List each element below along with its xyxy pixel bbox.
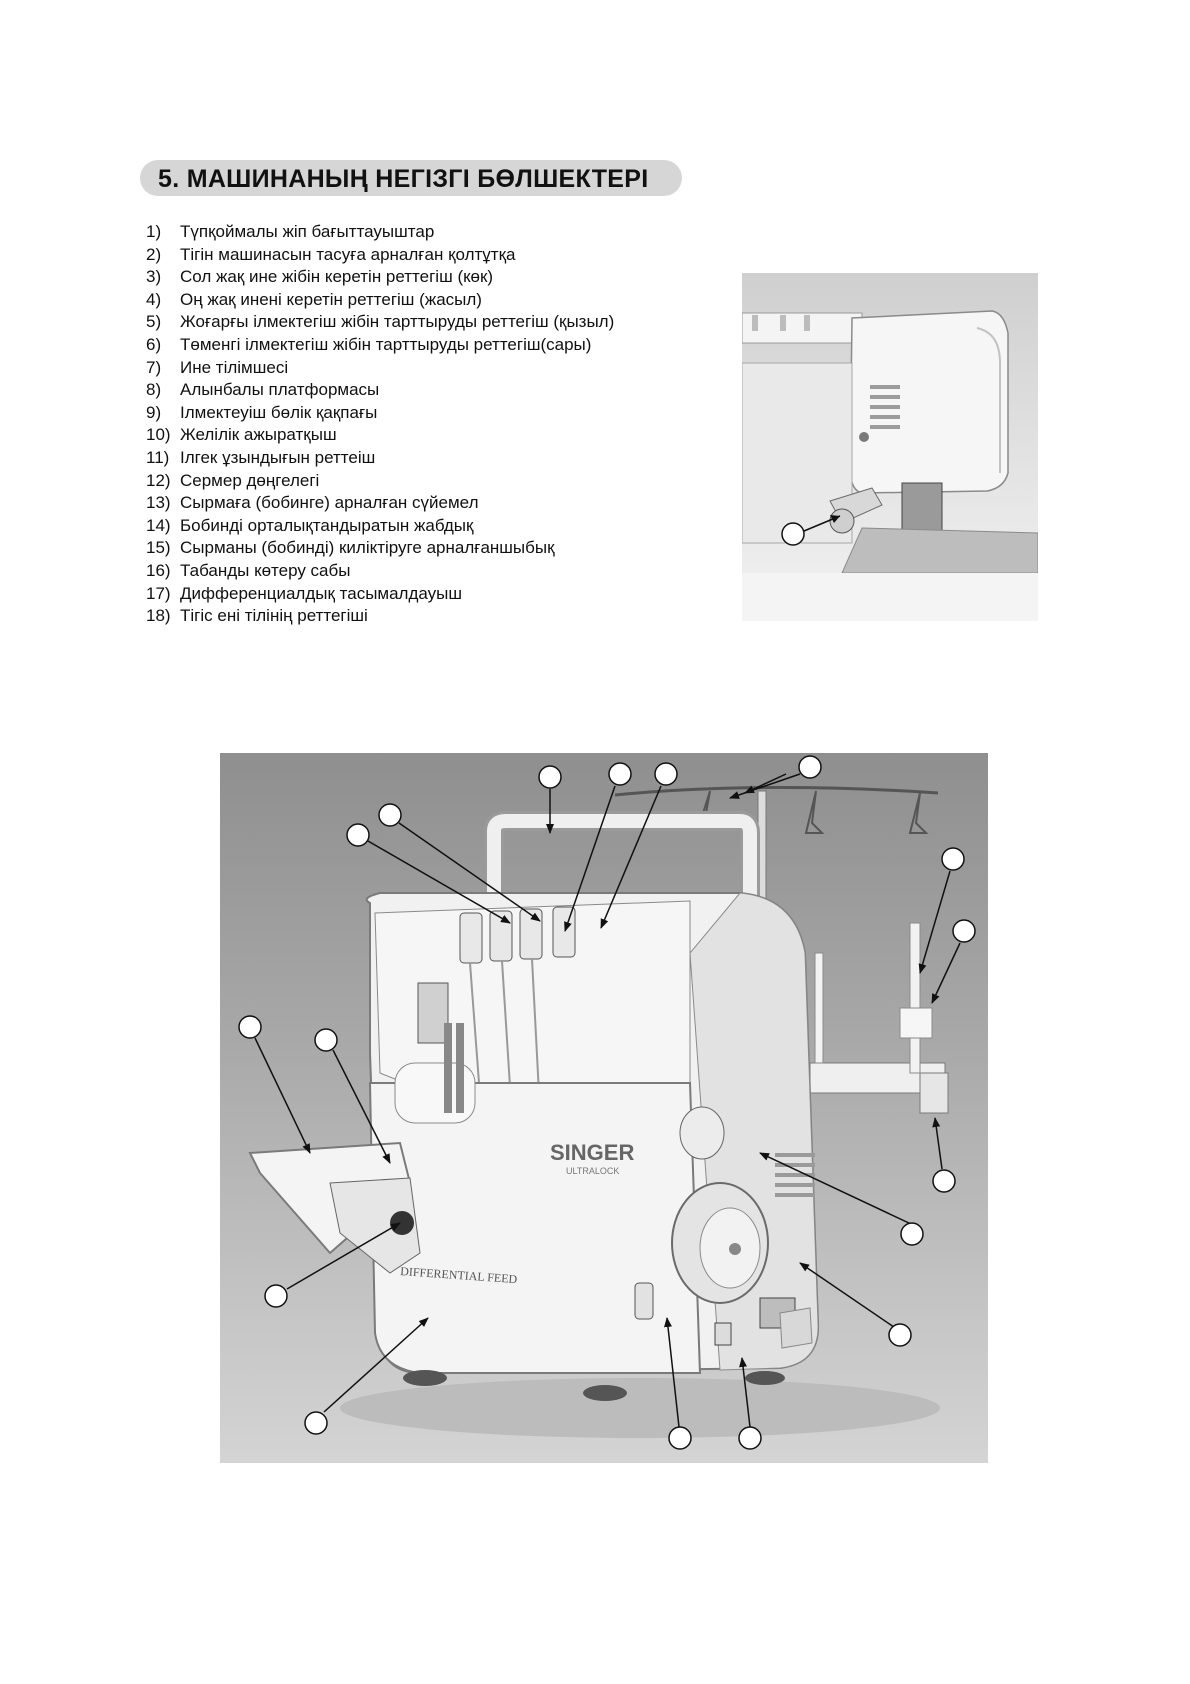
presser-foot-closeup-photo: [742, 273, 1038, 621]
list-item: [146, 402, 614, 425]
list-item: [146, 266, 614, 289]
list-item: [146, 289, 614, 312]
list-item: [146, 424, 614, 447]
list-item: [146, 447, 614, 470]
part-label: Сол жақ ине жібін керетін реттегіш (көк): [180, 267, 494, 287]
model-label: ULTRALOCK: [566, 1166, 620, 1176]
list-item: [146, 605, 614, 628]
closeup-illustration: [742, 273, 1038, 621]
parts-list: [146, 221, 614, 628]
part-number: 1): [146, 222, 162, 241]
feed-label: DIFFERENTIAL FEED: [399, 1264, 518, 1287]
part-number: 9): [146, 402, 162, 422]
page-title: 5. МАШИНАНЫҢ НЕГІЗГІ БӨЛШЕКТЕРІ: [158, 165, 649, 193]
list-item: [146, 379, 614, 402]
part-label: Ине тілімшесі: [180, 357, 289, 377]
machine-illustration: [220, 753, 988, 1463]
part-label: Тігін машинасын тасуға арналған қолтұтқа: [180, 244, 516, 264]
list-item: [146, 334, 614, 357]
part-number: 7): [146, 357, 162, 377]
part-number: 8): [146, 380, 162, 400]
part-label: Бобинді орталықтандыратын жабдық: [180, 515, 474, 535]
brand-label: SINGER: [550, 1140, 635, 1165]
part-label: Сермер дөңгелегі: [180, 470, 320, 490]
part-number: 17): [146, 583, 171, 603]
part-label: Ілмектеуіш бөлік қақпағы: [180, 402, 378, 422]
part-number: 14): [146, 515, 171, 535]
part-label: Алынбалы платформасы: [180, 380, 380, 400]
list-item: [146, 470, 614, 493]
part-number: 13): [146, 493, 171, 513]
part-label: Төменгі ілмектегіш жібін тарттыруды реттегіш(сары): [180, 334, 592, 354]
list-item: [146, 492, 614, 515]
part-label: Оң жақ инені керетін реттегіш (жасыл): [180, 289, 482, 309]
part-label: Дифференциалдық тасымалдауыш: [180, 583, 463, 603]
part-number: 6): [146, 334, 162, 354]
machine-main-photo: [220, 753, 988, 1463]
part-number: 11): [146, 447, 170, 467]
part-label: Жоғарғы ілмектегіш жібін тарттыруды реттегіш (қызыл): [180, 312, 615, 332]
part-number: 18): [146, 606, 171, 626]
section-title-bar: [140, 160, 682, 196]
list-item: [146, 583, 614, 606]
part-label: Ілгек ұзындығын реттеіш: [180, 447, 376, 467]
part-label: Түпқоймалы жіп бағыттауыштар: [180, 222, 435, 241]
part-number: 16): [146, 560, 171, 580]
part-label: Табанды көтеру сабы: [180, 560, 351, 580]
list-item: [146, 537, 614, 560]
part-label: Тігіс ені тілінің реттегіші: [180, 606, 368, 626]
part-number: 12): [146, 470, 171, 490]
part-number: 2): [146, 244, 162, 264]
part-number: 3): [146, 267, 162, 287]
part-number: 15): [146, 538, 171, 558]
list-item: [146, 515, 614, 538]
list-item: [146, 221, 614, 244]
part-label: Желілік ажыратқыш: [180, 425, 337, 445]
list-item: [146, 560, 614, 583]
part-number: 10): [146, 425, 171, 445]
part-number: 4): [146, 289, 162, 309]
list-item: [146, 357, 614, 380]
list-item: [146, 244, 614, 267]
list-item: [146, 311, 614, 334]
part-label: Сырмаға (бобинге) арналған сүйемел: [180, 493, 479, 513]
part-number: 5): [146, 312, 162, 332]
part-label: Сырманы (бобинді) киліктіруге арналғаншыбық: [180, 538, 555, 558]
